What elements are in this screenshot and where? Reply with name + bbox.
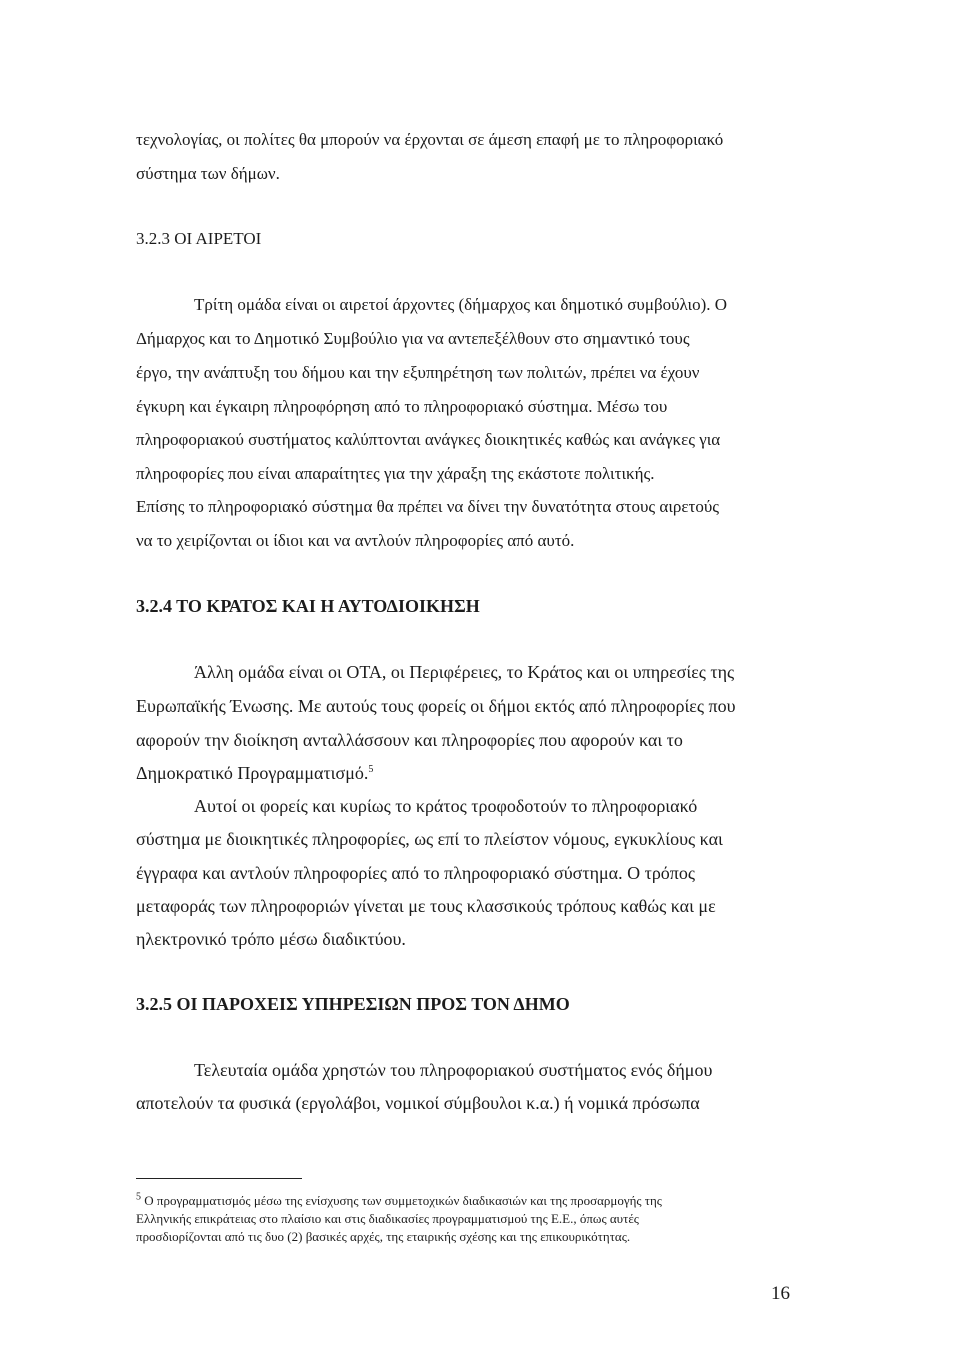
paragraph-line: πληροφοριακού συστήματος καλύπτονται ανάγκες διοικητικές καθώς και ανάγκες για: [136, 430, 721, 449]
footnote-line: προσδιορίζονται από τις δυο (2) βασικές αρχές, της εταιρικής σχέσης και της επικουρικότητας.: [136, 1229, 631, 1244]
paragraph-line: τεχνολογίας, οι πολίτες θα μπορούν να έρχονται σε άμεση επαφή με το πληροφοριακό: [136, 130, 724, 149]
paragraph-line: Δήμαρχος και το Δημοτικό Συμβούλιο για να αντεπεξέλθουν στο σημαντικό τους: [136, 329, 690, 348]
paragraph-text: Δημοκρατικό Προγραμματισμό.: [136, 763, 369, 783]
paragraph-line: Επίσης το πληροφοριακό σύστημα θα πρέπει να δίνει την δυνατότητα στους αιρετούς: [136, 497, 719, 516]
paragraph-line: ηλεκτρονικό τρόπο μέσω διαδικτύου.: [136, 929, 406, 949]
paragraph-line: Αυτοί οι φορείς και κυρίως το κράτος τροφοδοτούν το πληροφοριακό: [194, 796, 698, 816]
paragraph-line: να το χειρίζονται οι ίδιοι και να αντλούν πληροφορίες από αυτό.: [136, 531, 575, 550]
footnote-text: Ο προγραμματισμός μέσω της ενίσχυσης των συμμετοχικών διαδικασιών και της προσαρμογής της: [141, 1193, 662, 1208]
paragraph-line: σύστημα με διοικητικές πληροφορίες, ως επί το πλείστον νόμους, εγκυκλίους και: [136, 829, 723, 849]
paragraph-line: μεταφοράς των πληροφοριών γίνεται με τους κλασσικούς τρόπους καθώς και με: [136, 896, 716, 916]
paragraph-line: σύστημα των δήμων.: [136, 164, 280, 183]
paragraph-line: πληροφορίες που είναι απαραίτητες για την χάραξη της εκάστοτε πολιτικής.: [136, 464, 655, 483]
paragraph-line: αποτελούν τα φυσικά (εργολάβοι, νομικοί σύμβουλοι κ.α.) ή νομικά πρόσωπα: [136, 1093, 700, 1113]
footnote-separator: [136, 1178, 302, 1179]
paragraph-line: Ευρωπαϊκής Ένωσης. Με αυτούς τους φορείς οι δήμοι εκτός από πληροφορίες που: [136, 696, 736, 716]
paragraph-line: έγγραφα και αντλούν πληροφορίες από το πληροφοριακό σύστημα. Ο τρόπος: [136, 863, 696, 883]
paragraph-line: Άλλη ομάδα είναι οι ΟΤΑ, οι Περιφέρειες, το Κράτος και οι υπηρεσίες της: [194, 662, 735, 682]
paragraph-line: έγκυρη και έγκαιρη πληροφόρηση από το πληροφοριακό σύστημα. Μέσω του: [136, 397, 668, 416]
paragraph-line: Τρίτη ομάδα είναι οι αιρετοί άρχοντες (δήμαρχος και δημοτικό συμβούλιο). Ο: [194, 295, 728, 314]
footnote-line: [136, 1193, 662, 1209]
section-heading: 3.2.5 ΟΙ ΠΑΡΟΧΕΙΣ ΥΠΗΡΕΣΙΩΝ ΠΡΟΣ ΤΟΝ ΔΗΜΟ: [136, 994, 570, 1014]
footnote-line: Ελληνικής επικράτειας στο πλαίσιο και στις διαδικασίες προγραμματισμού της Ε.Ε., όπως αυτές: [136, 1211, 639, 1226]
section-heading: 3.2.4 ΤΟ ΚΡΑΤΟΣ ΚΑΙ Η ΑΥΤΟΔΙΟΙΚΗΣΗ: [136, 596, 480, 616]
footnote-marker: 5: [136, 1191, 141, 1203]
section-heading: 3.2.3 ΟΙ ΑΙΡΕΤΟΙ: [136, 229, 262, 248]
page-number: 16: [771, 1283, 790, 1304]
paragraph-line: Τελευταία ομάδα χρηστών του πληροφοριακού συστήματος ενός δήμου: [194, 1060, 713, 1080]
paragraph-line: αφορούν την διοίκηση ανταλλάσσουν και πληροφορίες που αφορούν και το: [136, 730, 683, 750]
footnote-reference: 5: [368, 764, 374, 775]
paragraph-line: έργο, την ανάπτυξη του δήμου και την εξυπηρέτηση των πολιτών, πρέπει να έχουν: [136, 363, 700, 382]
paragraph-line: [136, 763, 373, 783]
